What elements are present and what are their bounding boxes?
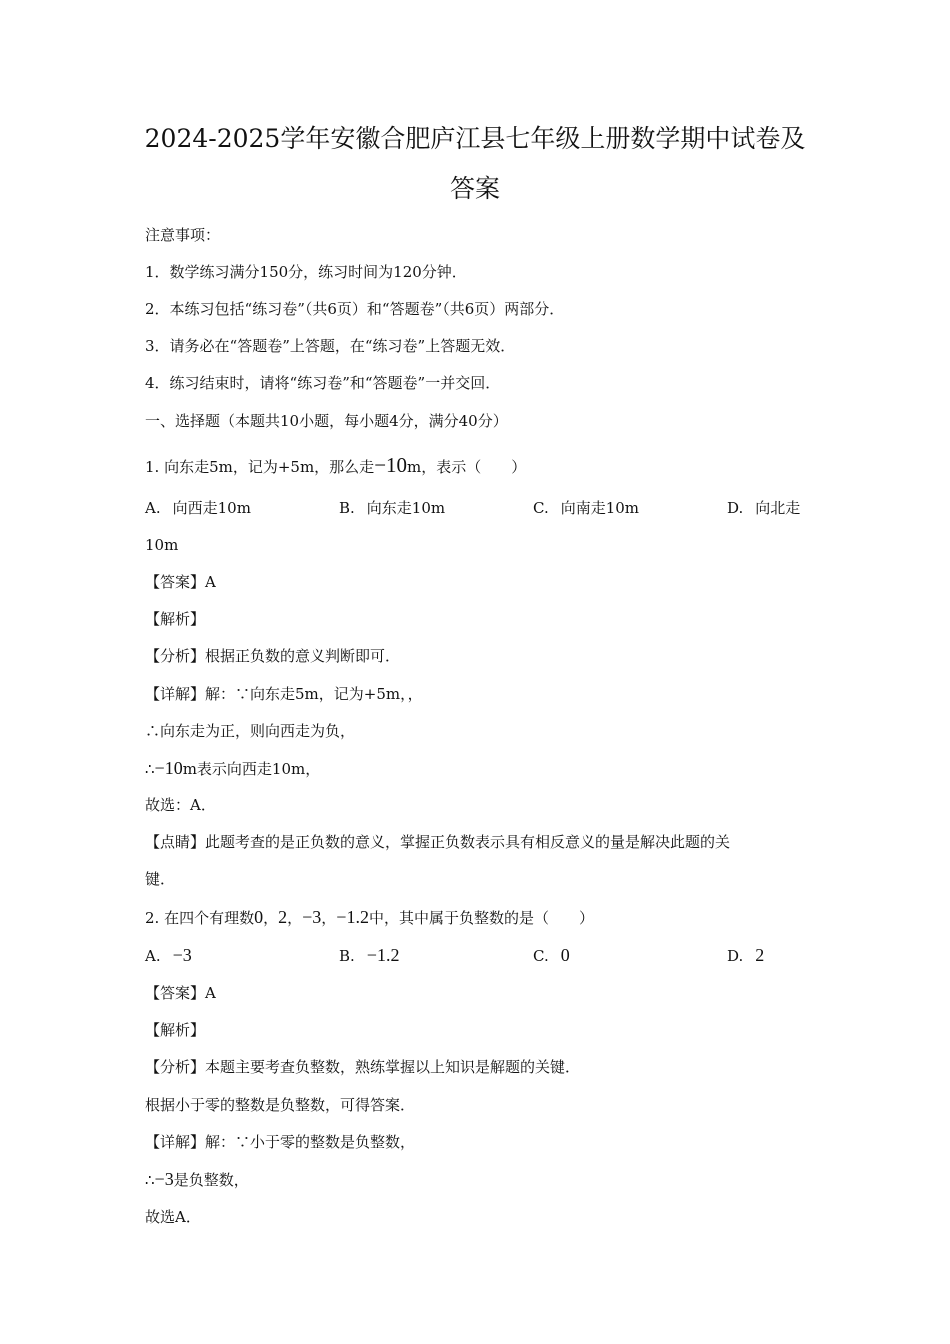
question-2-stem-text: 2. 在四个有理数 bbox=[145, 909, 255, 927]
question-1-option-b bbox=[339, 498, 445, 518]
question-1-choice: 故选：A． bbox=[145, 796, 216, 814]
option-text: 向北走 bbox=[755, 499, 801, 517]
document-title-line1: 2024-2025学年安徽合肥庐江县七年级上册数学期中试卷及 bbox=[144, 124, 806, 153]
question-2-stem bbox=[145, 907, 594, 928]
separator: ， bbox=[263, 909, 279, 927]
question-2-fenxi: 【分析】本题主要考查负整数，熟练掌握以上知识是解题的关键． bbox=[145, 1058, 581, 1076]
question-2-step-1-text: 是负整数， bbox=[173, 1171, 249, 1189]
question-1-math: −10 bbox=[374, 453, 408, 477]
question-2-stem-tail: 中，其中属于负整数的是（ ） bbox=[368, 909, 594, 927]
question-2-step-1 bbox=[145, 1169, 249, 1190]
option-math: −3 bbox=[172, 945, 192, 965]
question-1-step-2-text: m表示向西走10m， bbox=[182, 760, 321, 778]
option-letter: C. bbox=[533, 947, 549, 965]
question-1-option-d-wrap: 10m bbox=[145, 536, 179, 554]
question-1-fenxi: 【分析】根据正负数的意义判断即可． bbox=[145, 647, 401, 665]
option-text: 向南走10m bbox=[560, 499, 640, 517]
question-1-answer: 【答案】A bbox=[145, 573, 216, 591]
option-letter: C. bbox=[533, 499, 549, 517]
separator: ， bbox=[321, 909, 337, 927]
note-item-2: 2．本练习包括“练习卷”（共6页）和“答题卷”（共6页）两部分． bbox=[145, 300, 565, 318]
notes-heading: 注意事项： bbox=[145, 226, 221, 244]
separator: ， bbox=[287, 909, 303, 927]
question-2-analysis-label: 【解析】 bbox=[145, 1021, 206, 1039]
question-2-num-2: 2 bbox=[278, 907, 288, 927]
option-letter: B. bbox=[339, 499, 355, 517]
question-2-num-3: −3 bbox=[302, 907, 322, 927]
question-2-step-1-math: −3 bbox=[154, 1169, 174, 1189]
question-1-step-2-math: −10 bbox=[154, 758, 183, 778]
option-text: 向西走10m bbox=[172, 499, 251, 517]
question-2-option-c bbox=[533, 945, 570, 966]
option-math: 0 bbox=[560, 945, 570, 965]
question-2-option-a bbox=[145, 945, 192, 966]
option-math: −1.2 bbox=[366, 945, 400, 965]
question-1-option-c bbox=[533, 498, 639, 518]
question-2-basis: 根据小于零的整数是负整数，可得答案． bbox=[145, 1096, 416, 1114]
option-text: 向东走10m bbox=[366, 499, 446, 517]
question-2-xiangjie: 【详解】解：∵小于零的整数是负整数， bbox=[145, 1133, 416, 1151]
therefore-symbol: ∴ bbox=[145, 760, 155, 778]
question-1-dianjing-line2: 键． bbox=[145, 870, 176, 888]
question-1-step-1: ∴向东走为正，则向西走为负， bbox=[145, 722, 356, 740]
question-2-option-d bbox=[727, 945, 764, 966]
question-1-stem-tail: m，表示（ ） bbox=[407, 458, 527, 476]
question-1-stem bbox=[145, 455, 526, 477]
question-1-analysis-label: 【解析】 bbox=[145, 610, 206, 628]
note-item-4: 4．练习结束时，请将“练习卷”和“答题卷”一并交回． bbox=[145, 374, 501, 392]
option-letter: D. bbox=[727, 499, 744, 517]
section-heading: 一、选择题（本题共10小题，每小题4分，满分40分） bbox=[145, 412, 508, 430]
question-1-stem-text: 1. 向东走5m，记为+5m，那么走 bbox=[145, 458, 375, 476]
therefore-symbol: ∴ bbox=[145, 1171, 155, 1189]
question-1-dianjing-line1: 【点睛】此题考查的是正负数的意义，掌握正负数表示具有相反意义的量是解决此题的关 bbox=[145, 833, 731, 851]
question-1-xiangjie: 【详解】解：∵向东走5m，记为+5m，， bbox=[145, 685, 423, 703]
note-item-3: 3．请务必在“答题卷”上答题，在“练习卷”上答题无效． bbox=[145, 337, 516, 355]
question-2-num-1: 0 bbox=[254, 907, 264, 927]
option-letter: B. bbox=[339, 947, 355, 965]
option-math: 2 bbox=[755, 945, 765, 965]
question-2-option-b bbox=[339, 945, 399, 966]
question-1-step-2 bbox=[145, 758, 320, 779]
question-2-choice: 故选A． bbox=[145, 1208, 201, 1226]
option-letter: D. bbox=[727, 947, 744, 965]
question-2-num-4: −1.2 bbox=[336, 907, 369, 927]
question-1-option-a bbox=[145, 498, 251, 518]
document-title-line2: 答案 bbox=[449, 174, 500, 203]
option-letter: A. bbox=[145, 499, 161, 517]
question-2-answer: 【答案】A bbox=[145, 984, 216, 1002]
option-letter: A. bbox=[145, 947, 161, 965]
note-item-1: 1．数学练习满分150分，练习时间为120分钟． bbox=[145, 263, 467, 281]
question-1-option-d bbox=[727, 498, 800, 518]
